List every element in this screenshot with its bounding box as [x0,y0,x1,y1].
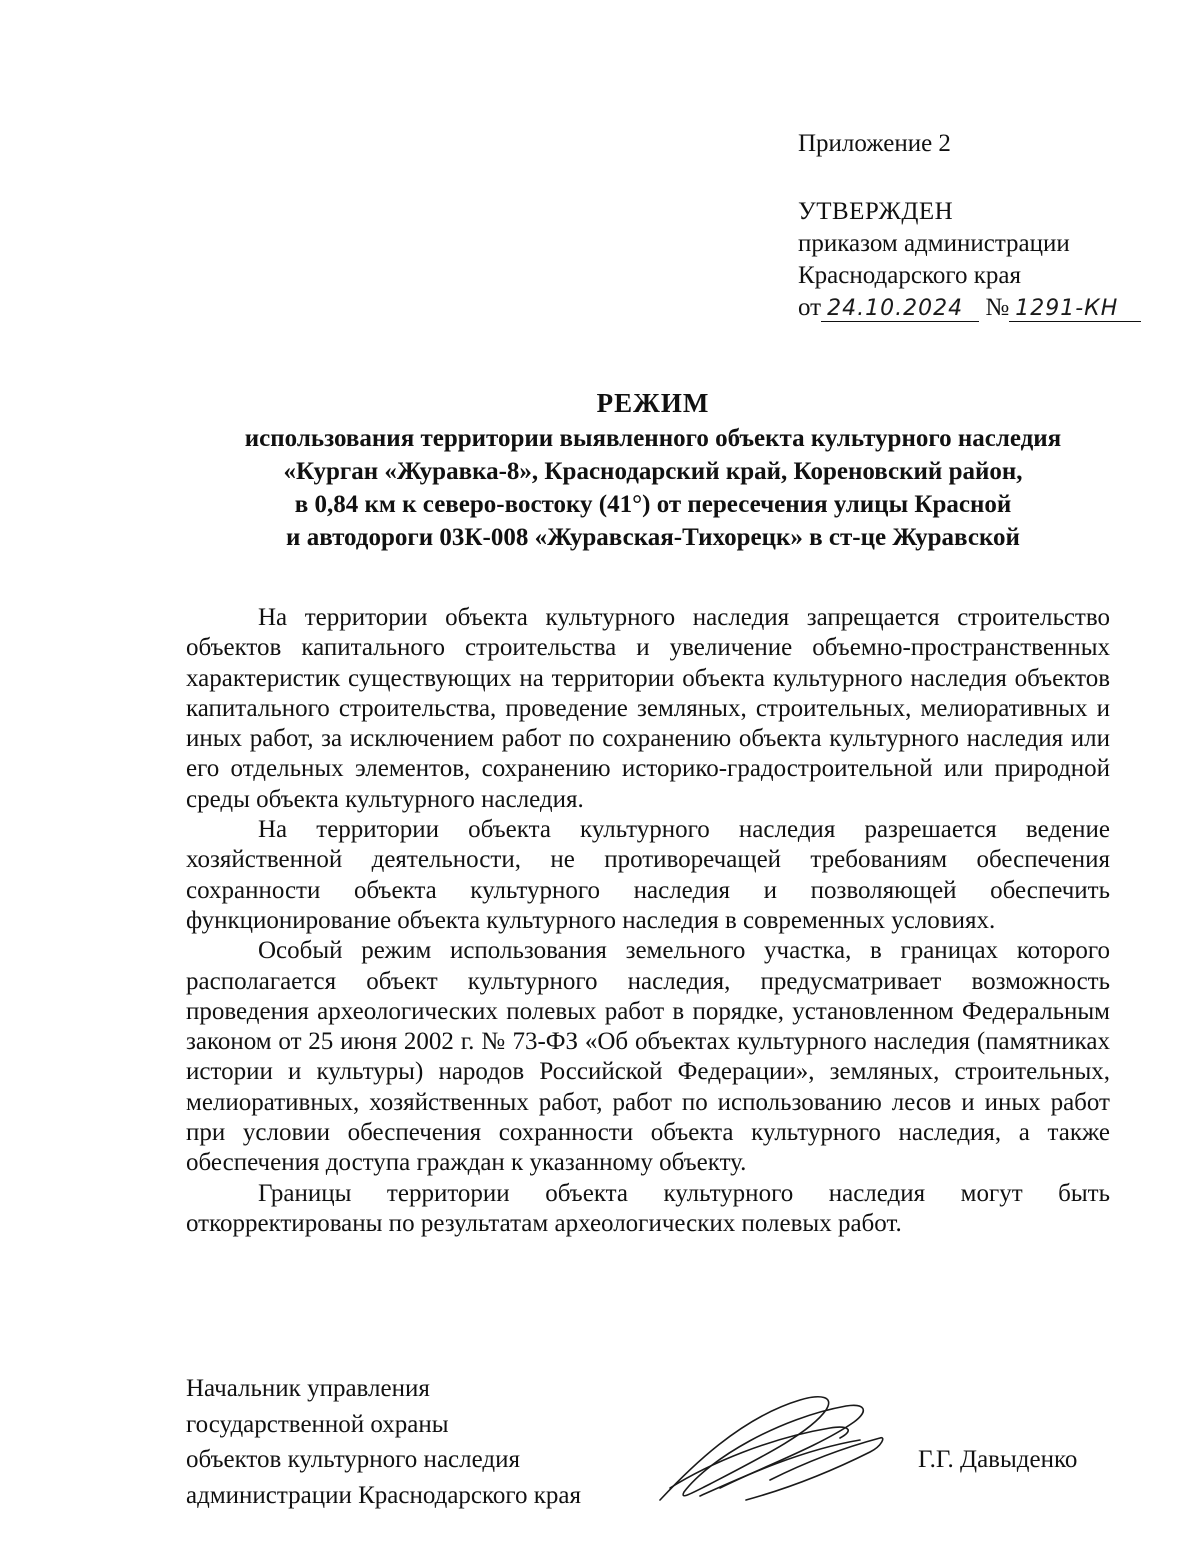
number-prefix: № [985,294,1010,321]
body-paragraph: На территории объекта культурного наследия разрешается ведение хозяйственной деятельности, не противоречащей требованиям обеспечения сохранности объекта культурного наследия и позволяющей обеспечить функционирование объекта культурного наследия в современных условиях. [186,816,1110,934]
position-line-4: администрации Краснодарского края [186,1481,582,1509]
approval-line-2: Краснодарского края [798,262,1021,289]
title-line-2: «Курган «Журавка-8», Краснодарский край, Кореновский район, [283,458,1023,485]
date-prefix: от [798,294,822,321]
approval-title: УТВЕРЖДЕН [798,198,954,225]
approval-stamp [798,196,1141,326]
handwritten-order-number: 1291-КН [1009,297,1141,322]
document-title [120,386,1186,554]
signer-position [186,1371,581,1513]
title-heading: РЕЖИМ [596,388,710,418]
title-line-3: в 0,84 км к северо-востоку (41°) от пересечения улицы Красной [294,491,1012,518]
handwritten-date: 24.10.2024 [821,297,979,322]
body-paragraph: Границы территории объекта культурного наследия могут быть откорректированы по результатам археологических полевых работ. [186,1179,1110,1237]
position-line-1: Начальник управления [186,1375,430,1402]
signer-name: Г.Г. Давыденко [918,1446,1078,1473]
order-reference [798,292,1141,326]
body-paragraph: Особый режим использования земельного участка, в границах которого располагается объект культурного наследия, предусматривает возможность проведения археологических полевых работ в порядке, установленном Федеральным законом от 25 июня 2002 г. № 73-ФЗ «Об объектах культурного наследия (памятниках истории и культуры) народов Российской Федерации», земляных, строительных, мелиоративных, хозяйственных работ, работ по использованию лесов и иных работ при условии обеспечения сохранности объекта культурного наследия, а также обеспечения доступа граждан к указанному объекту. [186,937,1110,1177]
position-line-2: государственной охраны [186,1410,449,1438]
appendix-label: Приложение 2 [798,130,951,157]
position-line-3: объектов культурного наследия [186,1446,520,1473]
body-paragraph: На территории объекта культурного наследия запрещается строительство объектов капитального строительства и увеличение объемно-пространственных характеристик существующих на территории объекта культурного наследия объектов капитального строительства, проведение земляных, строительных, мелиоративных и иных работ, за исключением работ по сохранению объекта культурного наследия или его отдельных элементов, сохранению историко-градостроительной или природной среды объекта культурного наследия. [186,604,1110,813]
title-line-4: и автодороги 03К-008 «Журавская-Тихорецк» в ст-це Журавской [286,524,1020,551]
approval-line-1: приказом администрации [798,230,1070,257]
title-line-1: использования территории выявленного объекта культурного наследия [244,425,1062,452]
document-body [186,603,1110,1239]
handwritten-signature [650,1388,890,1508]
